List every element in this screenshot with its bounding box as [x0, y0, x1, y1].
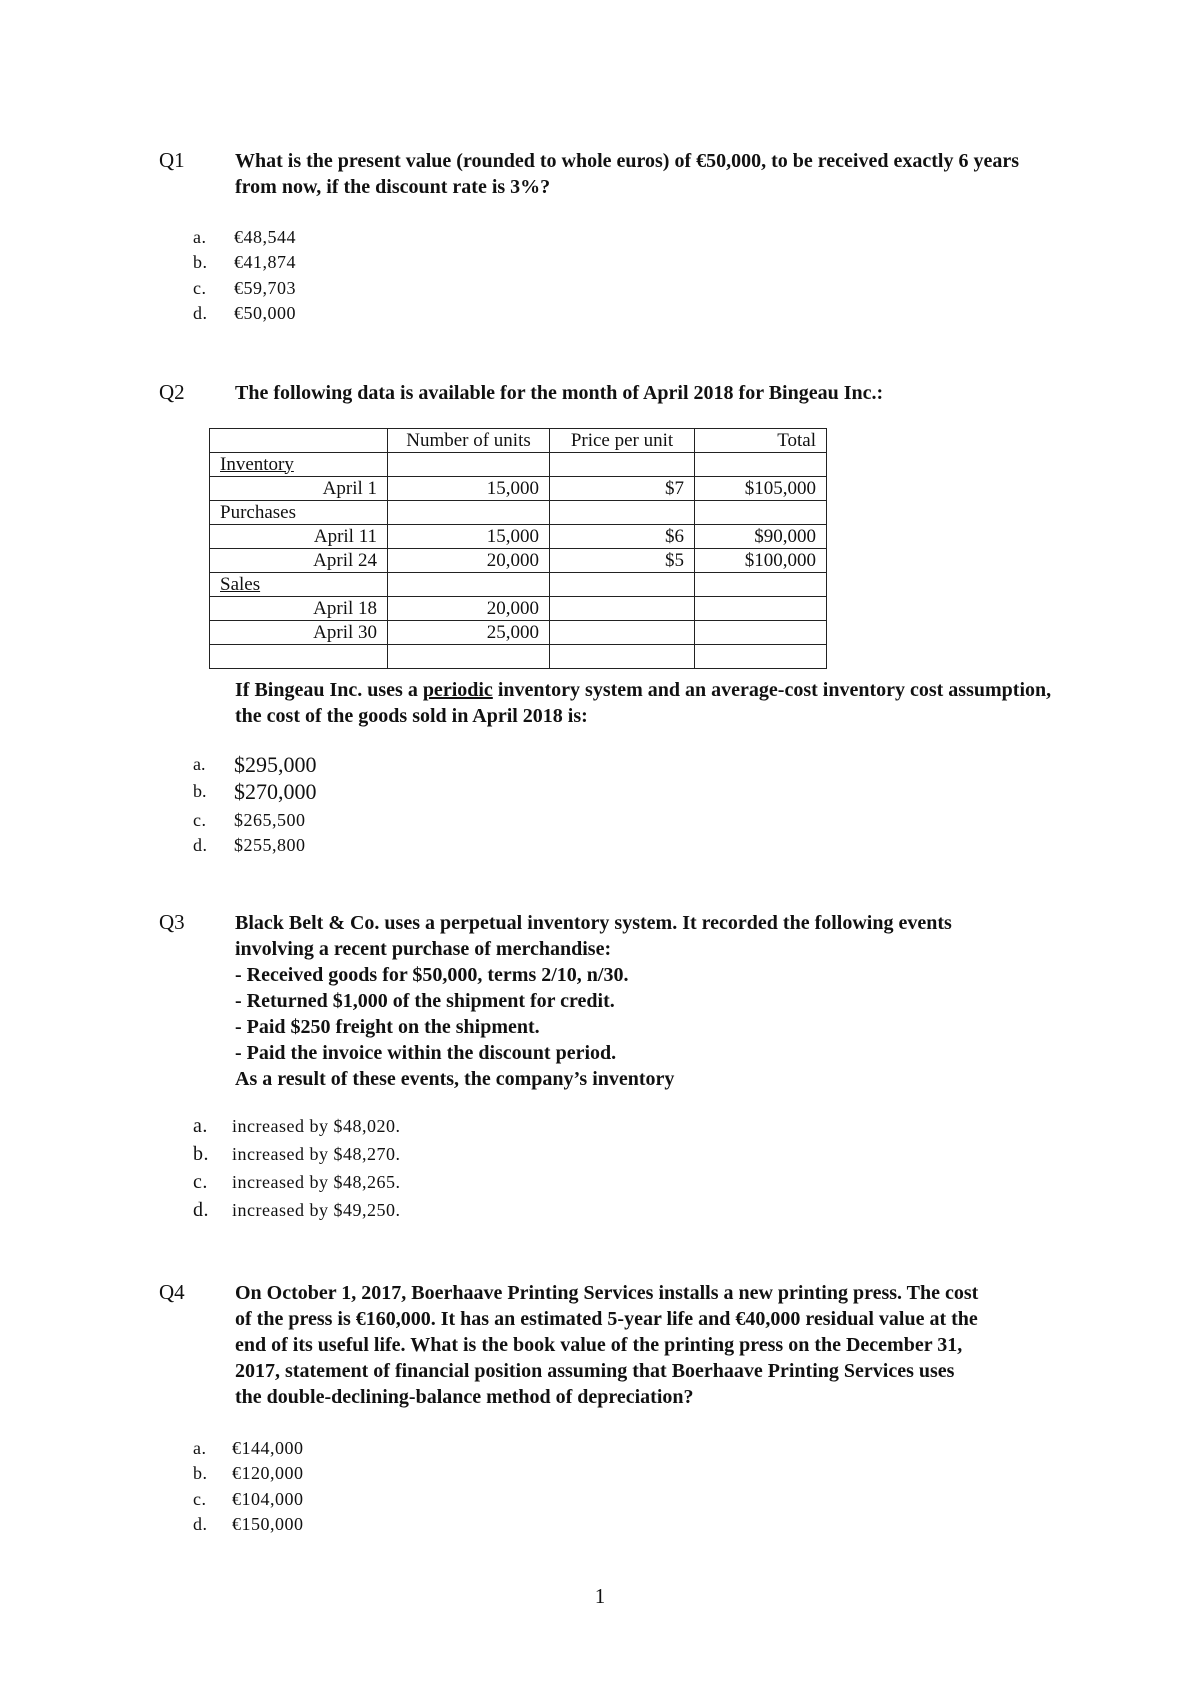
option-value: €150,000: [232, 1514, 304, 1534]
question-line: end of its useful life. What is the book value of the printing press on the December 31,: [235, 1334, 963, 1356]
section-label-inventory: [210, 453, 388, 477]
table-row: [210, 645, 827, 669]
units-cell: 25,000: [388, 621, 550, 645]
table-cell: [550, 573, 695, 597]
section-label-text: Purchases: [220, 501, 296, 523]
table-cell: [550, 597, 695, 621]
table-header-row: [210, 429, 827, 453]
price-cell: $5: [550, 549, 695, 573]
question-text-part: inventory system and an average-cost inventory cost assumption, the cost of the goods sold in April 2018 is:: [235, 679, 1052, 727]
table-cell: [388, 501, 550, 525]
column-header-units: Number of units: [388, 429, 550, 453]
option-letter: c.: [193, 1171, 208, 1193]
table-cell: [695, 645, 827, 669]
question-number: Q1: [159, 148, 185, 172]
table-row: [210, 549, 827, 573]
question-line: 2017, statement of financial position assuming that Boerhaave Printing Services uses: [235, 1360, 955, 1382]
option-letter: a.: [193, 1115, 208, 1137]
question-line: involving a recent purchase of merchandise:: [235, 938, 612, 960]
question-line: As a result of these events, the company’s inventory: [235, 1068, 675, 1090]
table-cell: [388, 645, 550, 669]
section-label-text: Sales: [220, 573, 261, 595]
total-cell: $100,000: [695, 549, 827, 573]
question-line: On October 1, 2017, Boerhaave Printing Services installs a new printing press. The cost: [235, 1282, 979, 1304]
option-letter: a.: [193, 754, 206, 774]
option-letter: c.: [193, 810, 207, 830]
table-cell: [388, 453, 550, 477]
option-value: €120,000: [232, 1463, 304, 1483]
table-cell: [550, 645, 695, 669]
option-value: €59,703: [234, 278, 296, 298]
question-text-underlined: periodic: [422, 679, 493, 701]
table-cell: [695, 621, 827, 645]
option-letter: b.: [193, 1143, 209, 1165]
option-value: €48,544: [234, 227, 296, 247]
question-text: [235, 1280, 1105, 1410]
table-row: [210, 597, 827, 621]
table-row: [210, 621, 827, 645]
table-cell: [550, 453, 695, 477]
row-label: April 24: [210, 549, 388, 573]
option-value: increased by $48,265.: [232, 1172, 401, 1192]
question-number: Q4: [159, 1280, 185, 1304]
table-cell: [550, 621, 695, 645]
question-line: - Paid the invoice within the discount period.: [235, 1042, 617, 1064]
option-value: €104,000: [232, 1489, 304, 1509]
table-cell: [210, 429, 388, 453]
row-label: April 11: [210, 525, 388, 549]
page-number: 1: [594, 1584, 606, 1608]
question-line: - Returned $1,000 of the shipment for credit.: [235, 990, 615, 1012]
table-row: [210, 453, 827, 477]
question-text-part: If Bingeau Inc. uses a: [235, 679, 423, 701]
price-cell: $7: [550, 477, 695, 501]
total-cell: $90,000: [695, 525, 827, 549]
option-value: €144,000: [232, 1438, 304, 1458]
option-value: €41,874: [234, 252, 296, 272]
question-number: Q2: [159, 380, 185, 404]
question-text: What is the present value (rounded to whole euros) of €50,000, to be received exactly 6 years from now, if the discount rate is 3%?: [235, 150, 1019, 198]
table-cell: [695, 453, 827, 477]
option-value: $265,500: [234, 810, 306, 830]
table-cell: [388, 573, 550, 597]
column-header-total: Total: [695, 429, 827, 453]
row-label: April 18: [210, 597, 388, 621]
option-value: increased by $48,020.: [232, 1116, 401, 1136]
option-value: $295,000: [234, 752, 317, 777]
table-row: [210, 525, 827, 549]
column-header-price: Price per unit: [550, 429, 695, 453]
option-letter: c.: [193, 1489, 207, 1509]
table-row: [210, 573, 827, 597]
row-label: April 30: [210, 621, 388, 645]
units-cell: 15,000: [388, 477, 550, 501]
question-number: Q3: [159, 910, 185, 934]
inventory-data-table: [209, 428, 827, 669]
table-row: [210, 477, 827, 501]
option-letter: b.: [193, 781, 207, 801]
option-letter: b.: [193, 1463, 208, 1483]
row-label: April 1: [210, 477, 388, 501]
option-value: increased by $48,270.: [232, 1144, 401, 1164]
section-label-sales: [210, 573, 388, 597]
option-letter: c.: [193, 278, 207, 298]
total-cell: $105,000: [695, 477, 827, 501]
option-letter: d.: [193, 1514, 208, 1534]
table-row: [210, 501, 827, 525]
option-letter: a.: [193, 227, 207, 247]
option-value: $270,000: [234, 779, 317, 804]
option-letter: d.: [193, 835, 208, 855]
question-text: [235, 677, 1065, 729]
section-label-purchases: [210, 501, 388, 525]
units-cell: 20,000: [388, 549, 550, 573]
question-line: Black Belt & Co. uses a perpetual inventory system. It recorded the following events: [235, 912, 952, 934]
table-cell: [695, 597, 827, 621]
table-cell: [210, 645, 388, 669]
option-value: €50,000: [234, 303, 296, 323]
question-line: of the press is €160,000. It has an estimated 5-year life and €40,000 residual value at the: [235, 1308, 978, 1330]
option-letter: d.: [193, 1199, 209, 1221]
units-cell: 15,000: [388, 525, 550, 549]
price-cell: $6: [550, 525, 695, 549]
table-cell: [550, 501, 695, 525]
question-line: - Received goods for $50,000, terms 2/10, n/30.: [235, 964, 629, 986]
table-cell: [695, 501, 827, 525]
option-letter: a.: [193, 1438, 207, 1458]
section-label-text: Inventory: [220, 453, 294, 475]
option-letter: d.: [193, 303, 208, 323]
question-line: - Paid $250 freight on the shipment.: [235, 1016, 540, 1038]
units-cell: 20,000: [388, 597, 550, 621]
question-intro: The following data is available for the month of April 2018 for Bingeau Inc.:: [235, 382, 884, 404]
option-value: $255,800: [234, 835, 306, 855]
table-cell: [695, 573, 827, 597]
question-line: the double-declining-balance method of depreciation?: [235, 1386, 694, 1408]
option-value: increased by $49,250.: [232, 1200, 401, 1220]
question-text: [235, 910, 1095, 1092]
option-letter: b.: [193, 252, 208, 272]
